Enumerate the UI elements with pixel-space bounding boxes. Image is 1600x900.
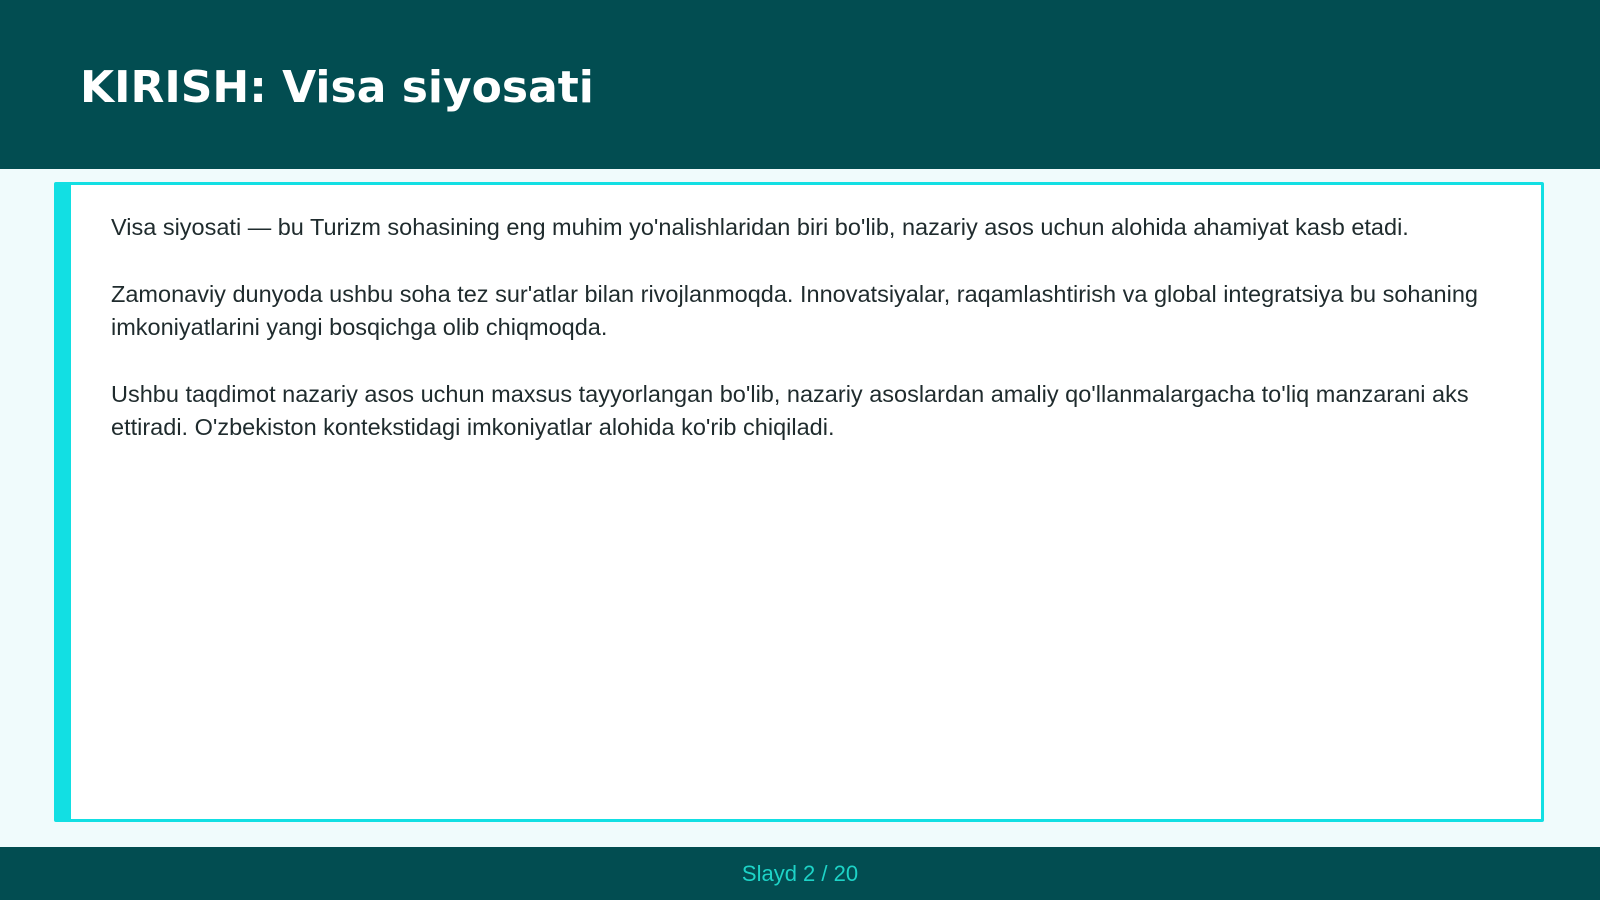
slide-title: KIRISH: Visa siyosati xyxy=(80,62,594,113)
paragraph-intro: Visa siyosati — bu Turizm sohasining eng muhim yo'nalishlaridan biri bo'lib, nazariy asos uchun alohida ahamiyat kasb etadi. xyxy=(111,214,1409,240)
slide-header xyxy=(0,0,1600,169)
content-card xyxy=(54,182,1544,822)
paragraph-modern-development: Zamonaviy dunyoda ushbu soha tez sur'atlar bilan rivojlanmoqda. Innovatsiyalar, raqamlashtirish va global integratsiya bu sohaning imkoniyatlarini yangi bosqichga olib chiqmoqda. xyxy=(111,281,1478,340)
slide-footer xyxy=(0,847,1600,900)
content-text xyxy=(111,211,1511,478)
paragraph-presentation-purpose: Ushbu taqdimot nazariy asos uchun maxsus tayyorlangan bo'lib, nazariy asoslardan amaliy qo'llanmalargacha to'liq manzarani aks ettiradi. O'zbekiston kontekstidagi imkoniyatlar alohida ko'rib chiqiladi. xyxy=(111,381,1469,440)
slide-number: Slayd 2 / 20 xyxy=(741,861,859,886)
